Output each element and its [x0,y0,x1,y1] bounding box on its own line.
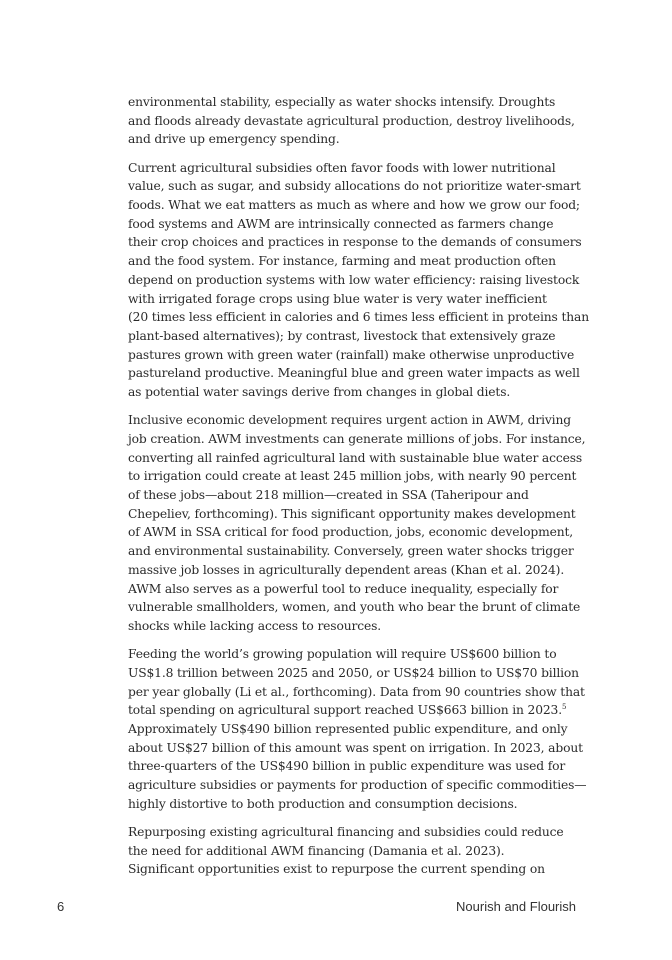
text-line: Repurposing existing agricultural financing and subsidies could reduce [128,825,564,840]
text-line: agriculture subsidies or payments for production of specific commodities— [128,778,587,793]
paragraph-environmental-stability [128,93,580,149]
text-line: depend on production systems with low water efficiency: raising livestock [128,272,580,287]
paragraph-repurposing-financing [128,823,580,879]
text-line: per year globally (Li et al., forthcoming). Data from 90 countries show that [128,684,585,699]
text-line: as potential water savings derive from changes in global diets. [128,385,511,400]
text-line: of these jobs—about 218 million—created in SSA (Taheripour and [128,488,529,503]
text-line: of AWM in SSA critical for food production, jobs, economic development, [128,525,574,540]
text-line: plant-based alternatives); by contrast, livestock that extensively graze [128,328,556,343]
text-line: to irrigation could create at least 245 million jobs, with nearly 90 percent [128,469,577,484]
text-line: job creation. AWM investments can generate millions of jobs. For instance, [128,431,586,446]
paragraph-agricultural-subsidies [128,159,589,402]
body-text [128,93,589,889]
text-line: pastureland productive. Meaningful blue and green water impacts as well [128,366,580,381]
text-line: the need for additional AWM financing (Damania et al. 2023). [128,843,505,858]
running-title: Nourish and Flourish [456,899,576,914]
text-line: environmental stability, especially as water shocks intensify. Droughts [128,95,556,109]
text-line: and environmental sustainability. Conversely, green water shocks trigger [128,544,574,559]
text-line: Chepeliev, forthcoming). This significant opportunity makes development [128,506,576,521]
text-line: value, such as sugar, and subsidy allocations do not prioritize water-smart [128,179,581,194]
text-line-content: total spending on agricultural support reached US$663 billion in 2023. [128,703,562,718]
text-line: Feeding the world’s growing population will require US$600 billion to [128,647,557,662]
text-line: their crop choices and practices in response to the demands of consumers [128,235,582,250]
text-line: and floods already devastate agricultural production, destroy livelihoods, [128,113,575,128]
text-line: pastures grown with green water (rainfall) make otherwise unproductive [128,347,575,362]
text-line: three-quarters of the US$490 billion in public expenditure was used for [128,759,566,774]
text-line: US$1.8 trillion between 2025 and 2050, or US$24 billion to US$70 billion [128,665,579,680]
text-line: food systems and AWM are intrinsically connected as farmers change [128,216,554,231]
text-line: converting all rainfed agricultural land with sustainable blue water access [128,450,583,465]
text-line: highly distortive to both production and consumption decisions. [128,796,518,811]
text-line: with irrigated forage crops using blue water is very water inefficient [128,291,547,306]
text-line [128,701,580,720]
text-line: foods. What we eat matters as much as where and how we grow our food; [128,198,580,213]
footnote-reference[interactable]: 5 [562,703,567,712]
page-number: 6 [57,899,65,914]
text-line: Approximately US$490 billion represented public expenditure, and only [128,722,568,736]
paragraph-feeding-the-world [128,645,587,813]
text-line: vulnerable smallholders, women, and youth who bear the brunt of climate [128,600,581,615]
text-line: AWM also serves as a powerful tool to reduce inequality, especially for [128,581,559,596]
text-line: massive job losses in agriculturally dependent areas (Khan et al. 2024). [128,562,565,577]
paragraph-inclusive-economic-development [128,411,586,635]
text-line: and the food system. For instance, farming and meat production often [128,254,556,269]
text-line: and drive up emergency spending. [128,132,340,147]
text-line: about US$27 billion of this amount was spent on irrigation. In 2023, about [128,740,583,755]
text-line: Inclusive economic development requires urgent action in AWM, driving [128,413,571,428]
text-line: (20 times less efficient in calories and 6 times less efficient in proteins than [128,310,589,325]
text-line: Significant opportunities exist to repurpose the current spending on [128,862,545,877]
text-line: shocks while lacking access to resources. [128,618,381,633]
text-line: Current agricultural subsidies often favor foods with lower nutritional [128,160,556,175]
